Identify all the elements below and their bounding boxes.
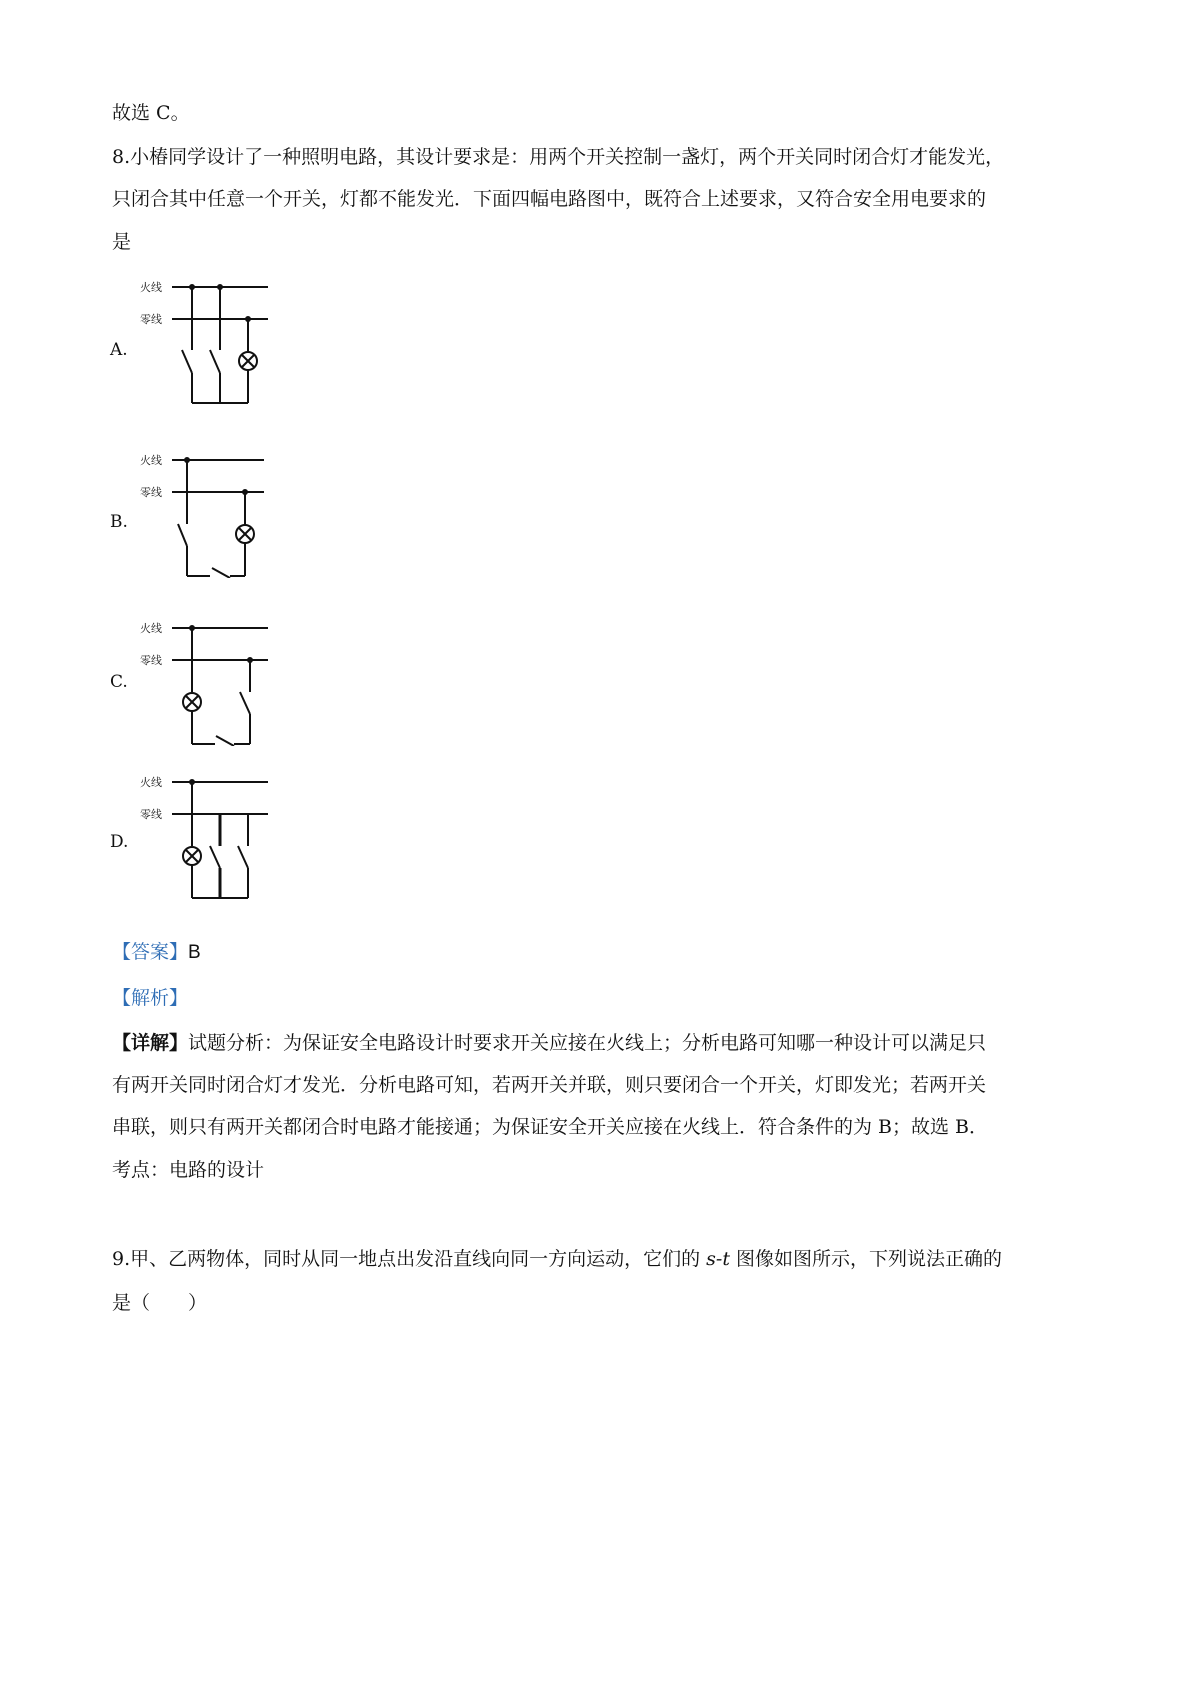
neutral-wire-label: 零线 xyxy=(140,313,162,326)
live-wire-label: 火线 xyxy=(140,454,162,467)
q9-line-1-post: 图像如图所示，下列说法正确的 xyxy=(729,1248,1003,1270)
neutral-wire-label: 零线 xyxy=(140,486,162,499)
circuit-diagram-a xyxy=(140,275,280,405)
live-wire-label: 火线 xyxy=(140,776,162,789)
q9-st-variable: s-t xyxy=(706,1248,730,1270)
q8-line-1: 8.小椿同学设计了一种照明电路，其设计要求是：用两个开关控制一盏灯，两个开关同时闭合灯才能发光， xyxy=(112,146,1005,168)
previous-answer: 故选 C。 xyxy=(112,102,190,124)
detail-line-3: 串联，则只有两开关都闭合时电路才能接通；为保证安全开关应接在火线上．符合条件的为 B；故选 B． xyxy=(112,1116,989,1138)
q9-line-1-pre: 9.甲、乙两物体，同时从同一地点出发沿直线向同一方向运动，它们的 xyxy=(112,1248,707,1270)
detail-text-1: 试题分析：为保证安全电路设计时要求开关应接在火线上；分析电路可知哪一种设计可以满足只 xyxy=(188,1032,987,1054)
option-c-label: C. xyxy=(110,672,128,692)
q8-line-2: 只闭合其中任意一个开关，灯都不能发光．下面四幅电路图中，既符合上述要求，又符合安全用电要求的 xyxy=(112,188,987,210)
circuit-diagram-d xyxy=(140,770,280,900)
detail-line-2: 有两开关同时闭合灯才发光．分析电路可知，若两开关并联，则只要闭合一个开关，灯即发光；若两开关 xyxy=(112,1074,987,1096)
topic-line: 考点：电路的设计 xyxy=(112,1159,265,1181)
answer-tag: 【答案】 xyxy=(112,941,189,963)
circuit-diagram-c xyxy=(140,616,280,746)
detail-line-1 xyxy=(112,1028,986,1055)
option-b-label: B. xyxy=(110,512,128,532)
q8-line-3: 是 xyxy=(112,231,132,253)
option-a-label: A. xyxy=(110,340,128,360)
q9-line-1 xyxy=(112,1244,1002,1271)
answer-line xyxy=(112,937,201,964)
neutral-wire-label: 零线 xyxy=(140,808,162,821)
q9-line-2: 是（ ） xyxy=(112,1292,208,1314)
live-wire-label: 火线 xyxy=(140,281,162,294)
circuit-diagram-b xyxy=(140,448,280,578)
live-wire-label: 火线 xyxy=(140,622,162,635)
neutral-wire-label: 零线 xyxy=(140,654,162,667)
option-d-label: D. xyxy=(110,832,129,852)
analysis-tag: 【解析】 xyxy=(112,987,189,1009)
detail-tag: 【详解】 xyxy=(112,1032,189,1054)
answer-value: B xyxy=(188,942,201,963)
